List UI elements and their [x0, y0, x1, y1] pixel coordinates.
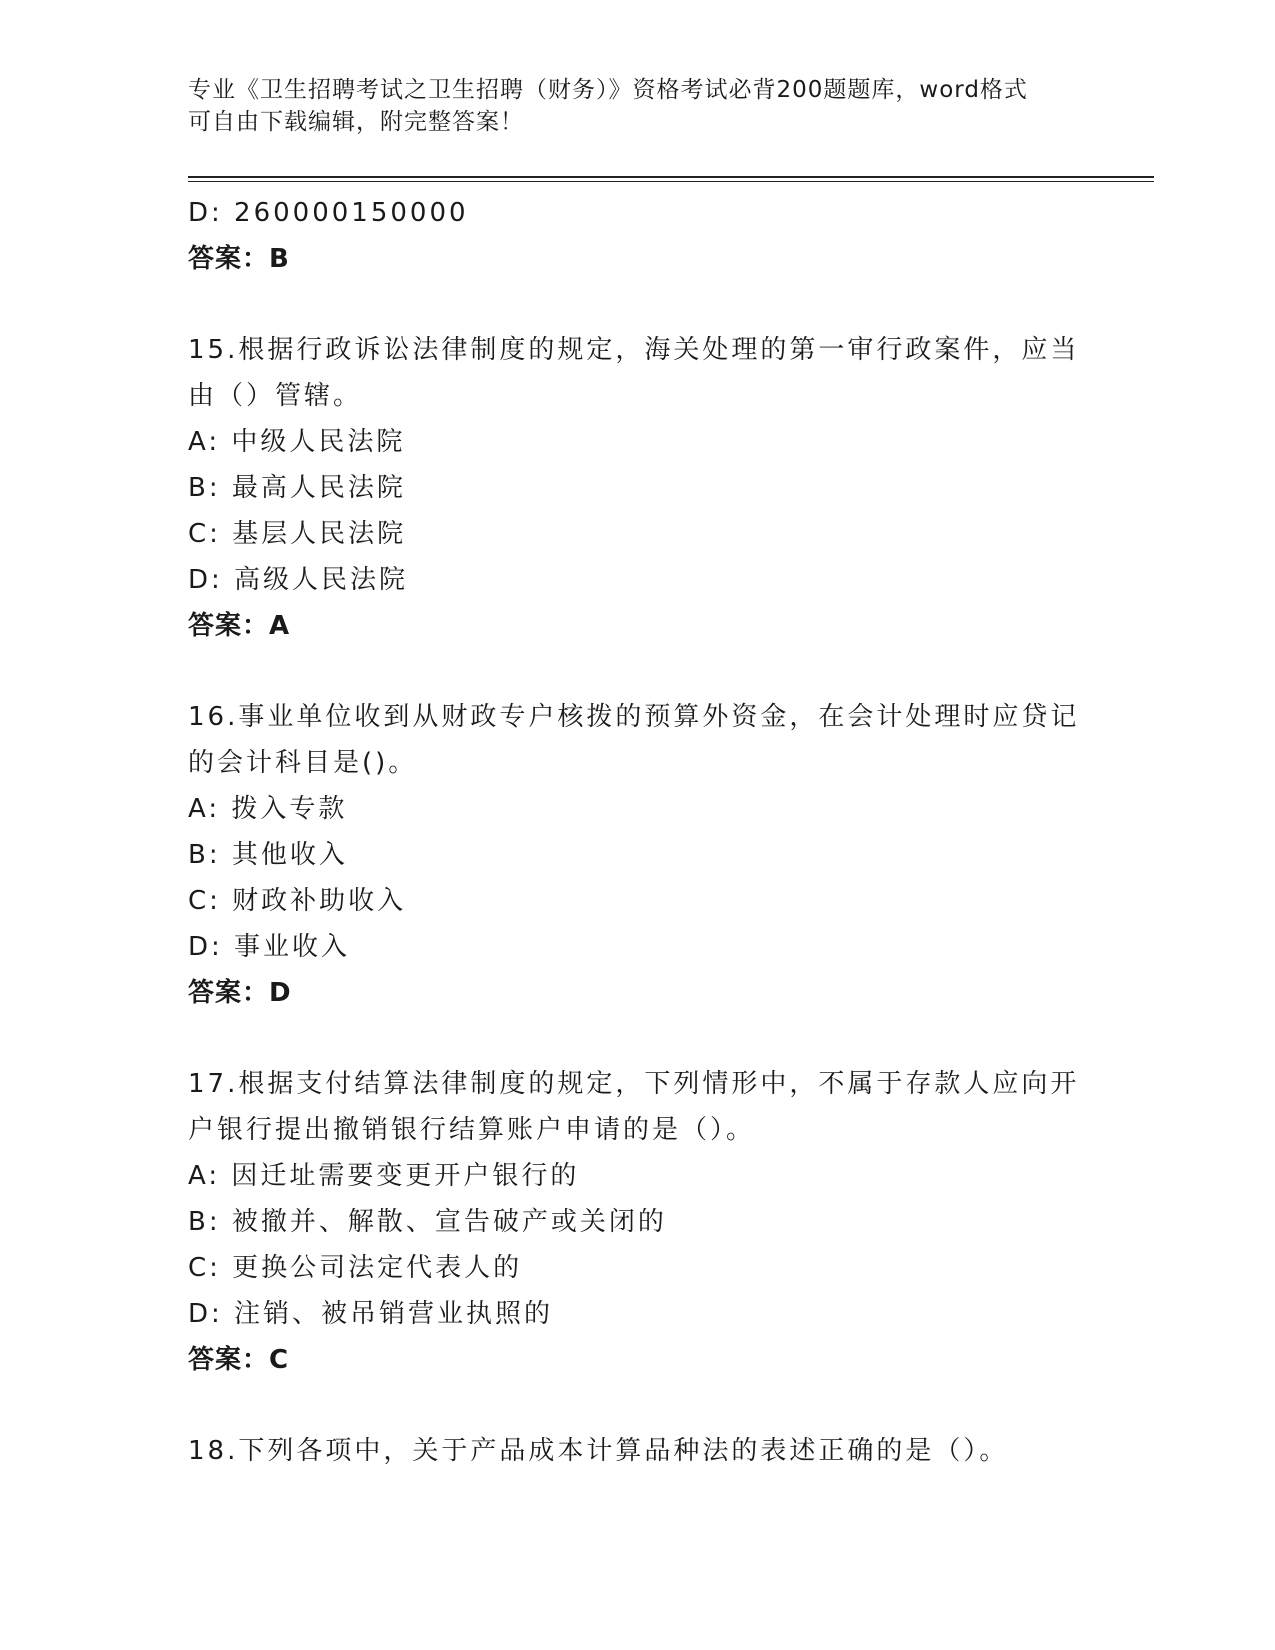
option-b: B: 被撤并、解散、宣告破产或关闭的: [188, 1207, 667, 1237]
question-text-line: 户银行提出撤销银行结算账户申请的是（）。: [188, 1115, 756, 1145]
option-a: A: 中级人民法院: [188, 427, 406, 457]
spacer: [188, 649, 1088, 694]
option-a: A: 拨入专款: [188, 794, 348, 824]
option-a: A: 因迁址需要变更开户银行的: [188, 1161, 580, 1191]
option-c: C: 财政补助收入: [188, 886, 407, 916]
spacer: [188, 1016, 1088, 1061]
answer-line: 答案：B: [188, 244, 290, 274]
option-c: C: 更换公司法定代表人的: [188, 1253, 523, 1283]
answer-line: 答案：A: [188, 611, 291, 641]
spacer: [188, 282, 1088, 327]
document-header: [188, 74, 1068, 138]
header-divider-thick: [188, 176, 1154, 178]
question-text-line: 15.根据行政诉讼法律制度的规定，海关处理的第一审行政案件，应当: [188, 335, 1080, 365]
option-c: C: 基层人民法院: [188, 519, 407, 549]
option-b: B: 最高人民法院: [188, 473, 406, 503]
question-text-line: 由（）管辖。: [188, 381, 363, 411]
option-d: D: 事业收入: [188, 932, 351, 962]
question-text-line: 的会计科目是()。: [188, 748, 418, 778]
question-text-line: 16.事业单位收到从财政专户核拨的预算外资金，在会计处理时应贷记: [188, 702, 1080, 732]
option-b: B: 其他收入: [188, 840, 348, 870]
option-d: D: 高级人民法院: [188, 565, 409, 595]
question-text-line: 18.下列各项中，关于产品成本计算品种法的表述正确的是（）。: [188, 1436, 1009, 1466]
header-line-2: 可自由下载编辑，附完整答案！: [188, 109, 524, 135]
header-divider-thin: [188, 181, 1154, 182]
question-17: [188, 1061, 1088, 1383]
option-d: D: 260000150000: [188, 198, 469, 228]
question-18: [188, 1428, 1088, 1474]
spacer: [188, 1383, 1088, 1428]
question-list: [188, 190, 1088, 1474]
answer-line: 答案：C: [188, 1345, 290, 1375]
question-16: [188, 694, 1088, 1016]
question-text-line: 17.根据支付结算法律制度的规定，下列情形中，不属于存款人应向开: [188, 1069, 1080, 1099]
option-d: D: 注销、被吊销营业执照的: [188, 1299, 554, 1329]
answer-line: 答案：D: [188, 978, 292, 1008]
question-15: [188, 327, 1088, 649]
header-line-1: 专业《卫生招聘考试之卫生招聘（财务）》资格考试必背200题题库，word格式: [188, 77, 1028, 103]
